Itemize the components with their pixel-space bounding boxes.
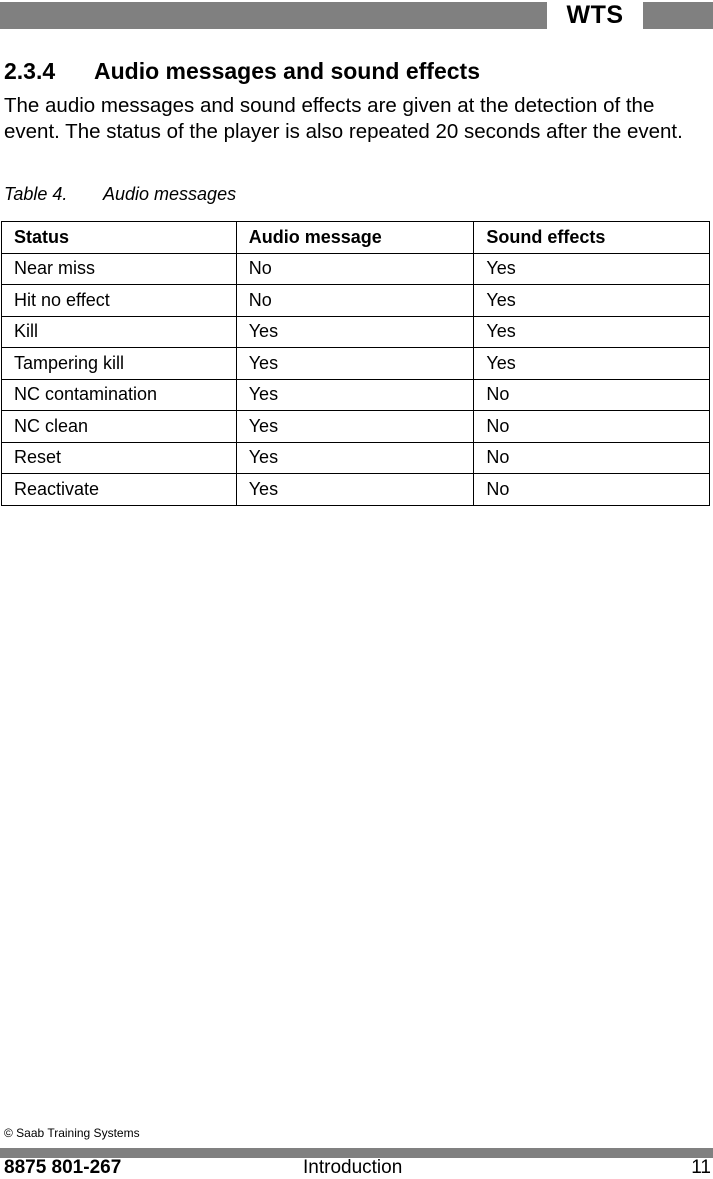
table-row bbox=[2, 442, 710, 474]
table-cell-audio-message: Yes bbox=[236, 316, 474, 348]
table-cell-status: Reactivate bbox=[2, 474, 237, 506]
table-cell-status: Tampering kill bbox=[2, 348, 237, 380]
table-header-status: Status bbox=[2, 222, 237, 254]
table-cell-sound-effects: Yes bbox=[474, 253, 710, 285]
table-header-row bbox=[2, 222, 710, 254]
page-header bbox=[0, 0, 713, 31]
table-row bbox=[2, 285, 710, 317]
table-cell-status: Reset bbox=[2, 442, 237, 474]
section-title: Audio messages and sound effects bbox=[94, 58, 480, 84]
table-cell-status: NC clean bbox=[2, 411, 237, 443]
table-caption bbox=[4, 184, 236, 205]
section-body-text: The audio messages and sound effects are given at the detection of the event. The status of the player is also repeated 20 seconds after the event. bbox=[4, 94, 683, 143]
header-doc-code: WTS bbox=[566, 1, 624, 29]
table-cell-audio-message: Yes bbox=[236, 379, 474, 411]
table-row bbox=[2, 474, 710, 506]
table-cell-sound-effects: No bbox=[474, 442, 710, 474]
table-header-audio-message: Audio message bbox=[236, 222, 474, 254]
table-cell-audio-message: Yes bbox=[236, 474, 474, 506]
copyright-notice: © Saab Training Systems bbox=[4, 1126, 140, 1140]
table-cell-sound-effects: No bbox=[474, 474, 710, 506]
table-cell-status: Hit no effect bbox=[2, 285, 237, 317]
footer-page-number: 11 bbox=[691, 1157, 711, 1178]
header-bar-right bbox=[643, 2, 713, 29]
footer-chapter: Introduction bbox=[303, 1157, 403, 1178]
table-cell-audio-message: No bbox=[236, 253, 474, 285]
table-caption-number: Table 4. bbox=[4, 184, 68, 204]
section-number: 2.3.4 bbox=[4, 58, 56, 84]
table-cell-sound-effects: Yes bbox=[474, 316, 710, 348]
table-cell-audio-message: No bbox=[236, 285, 474, 317]
table-row bbox=[2, 379, 710, 411]
table-row bbox=[2, 348, 710, 380]
section-heading bbox=[4, 58, 480, 85]
table-cell-status: Near miss bbox=[2, 253, 237, 285]
table-header-sound-effects: Sound effects bbox=[474, 222, 710, 254]
table-cell-audio-message: Yes bbox=[236, 442, 474, 474]
table-cell-sound-effects: Yes bbox=[474, 348, 710, 380]
table-row bbox=[2, 411, 710, 443]
table-cell-audio-message: Yes bbox=[236, 348, 474, 380]
page-footer bbox=[0, 1157, 713, 1176]
footer-doc-number: 8875 801-267 bbox=[4, 1157, 122, 1178]
table-cell-audio-message: Yes bbox=[236, 411, 474, 443]
table-row bbox=[2, 253, 710, 285]
table-cell-sound-effects: Yes bbox=[474, 285, 710, 317]
table-row bbox=[2, 316, 710, 348]
table-caption-title: Audio messages bbox=[103, 184, 237, 204]
table-cell-sound-effects: No bbox=[474, 379, 710, 411]
table-cell-sound-effects: No bbox=[474, 411, 710, 443]
audio-messages-table bbox=[1, 221, 710, 506]
table-cell-status: NC contamination bbox=[2, 379, 237, 411]
table-cell-status: Kill bbox=[2, 316, 237, 348]
header-bar-left bbox=[0, 2, 547, 29]
